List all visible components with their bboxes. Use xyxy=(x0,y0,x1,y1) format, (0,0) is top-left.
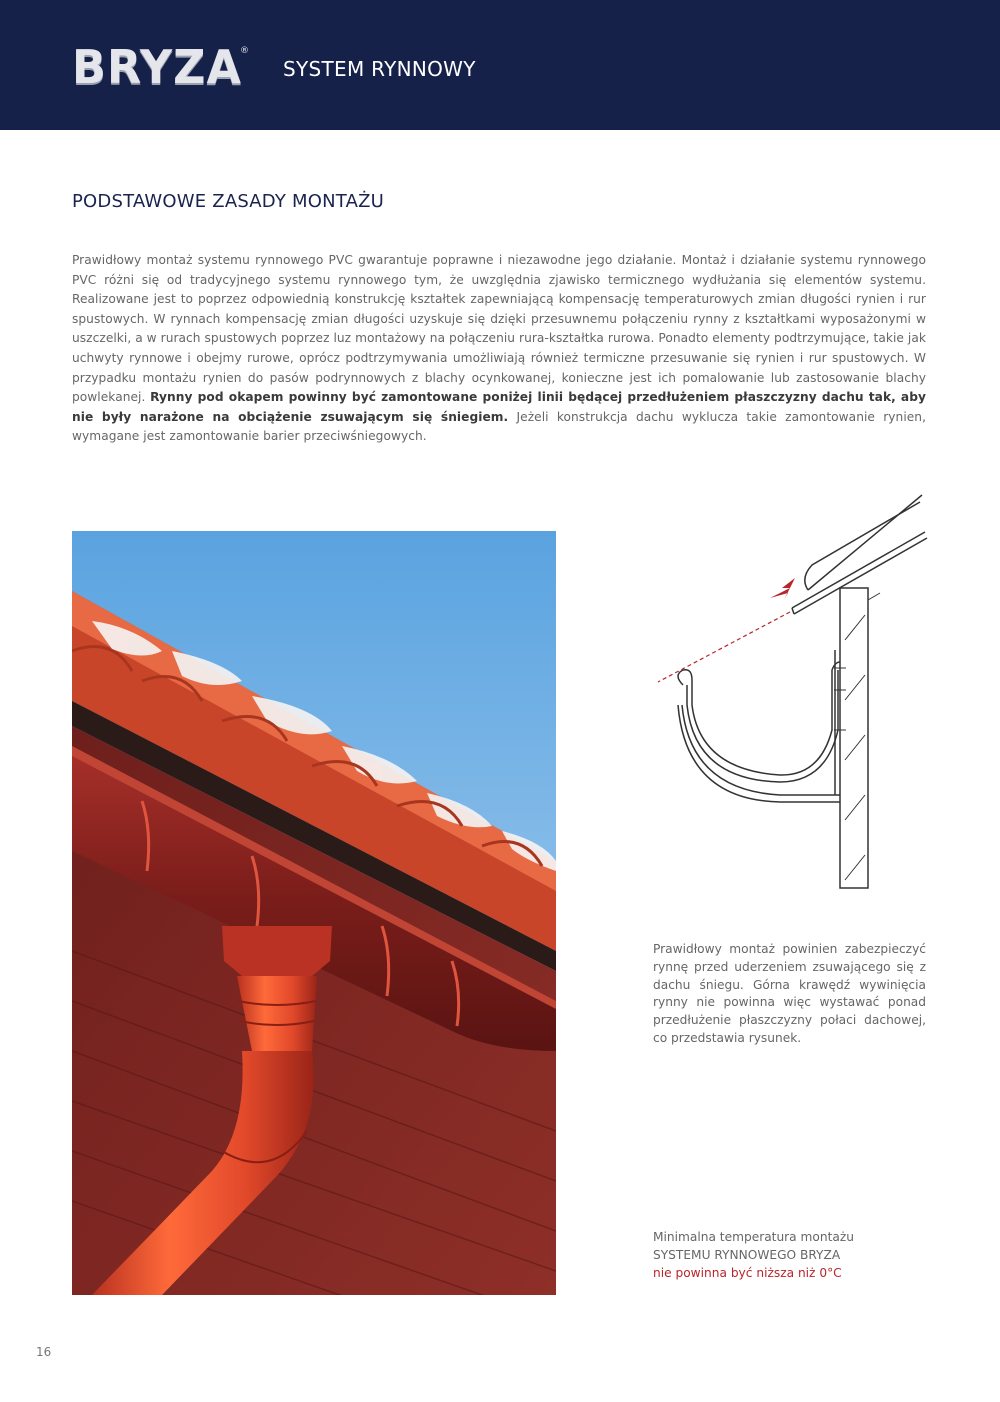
temperature-note-line2: SYSTEMU RYNNOWEGO BRYZA xyxy=(653,1248,841,1262)
temperature-note xyxy=(653,1228,933,1282)
bryza-logo: BRYZA xyxy=(72,40,242,94)
gutter-photo xyxy=(72,531,556,1295)
gutter-mounting-diagram xyxy=(640,490,940,900)
diagram-caption: Prawidłowy montaż powinien zabezpieczyć rynnę przed uderzeniem zsuwającego się z dachu śniegu. Górna krawędź wywinięcia rynny nie powinna więc wystawać ponad przedłużenie płaszczyzny połaci dachowej, co przedstawia rysunek. xyxy=(653,942,926,1045)
body-text-bold: Rynny pod okapem powinny być zamontowane poniżej linii będącej przedłużeniem płaszczyzny dachu tak, aby nie były narażone na obciążenie zsuwającym się śniegiem. xyxy=(72,390,926,424)
body-paragraph xyxy=(72,251,926,447)
registered-mark: ® xyxy=(240,46,249,56)
body-text-intro: Prawidłowy montaż systemu rynnowego PVC gwarantuje poprawne i niezawodne jego działanie. Montaż i działanie systemu rynnowego PVC różni się od tradycyjnego systemu rynnowego tym, że uwzględnia zjawisko termicznego wydłużania się elementów systemu. Realizowane jest to poprzez odpowiednią konstrukcję kształtek zapewniającą kompensację temperaturowych zmian długości rynien i rur spustowych. W rynnach kompensację zmian długości uzyskuje się dzięki przesuwnemu połączeniu rynny z kształtkami wyposażonymi w uszczelki, a w rurach spustowych poprzez luz montażowy na połączeniu rura-kształtka rurowa. Ponadto elementy podtrzymujące, takie jak uchwyty rynnowe i obejmy rurowe, oprócz podtrzymywania umożliwiają również termiczne przesuwanie się rynien i rur spustowych. W przypadku montażu rynien do pasów podrynnowych z blachy ocynkowanej, konieczne jest ich pomalowanie lub zastosowanie blachy powlekanej. xyxy=(72,253,926,405)
header-bar xyxy=(0,0,1000,130)
temperature-note-line3: nie powinna być niższa niż 0°C xyxy=(653,1266,842,1280)
page-number: 16 xyxy=(36,1345,52,1359)
temperature-note-line1: Minimalna temperatura montażu xyxy=(653,1230,854,1244)
header-title: SYSTEM RYNNOWY xyxy=(283,57,476,81)
section-title: PODSTAWOWE ZASADY MONTAŻU xyxy=(72,191,384,212)
body-text-outro: Jeżeli konstrukcja dachu wyklucza takie zamontowanie rynien, wymagane jest zamontowanie barier przeciwśniegowych. xyxy=(72,409,927,444)
